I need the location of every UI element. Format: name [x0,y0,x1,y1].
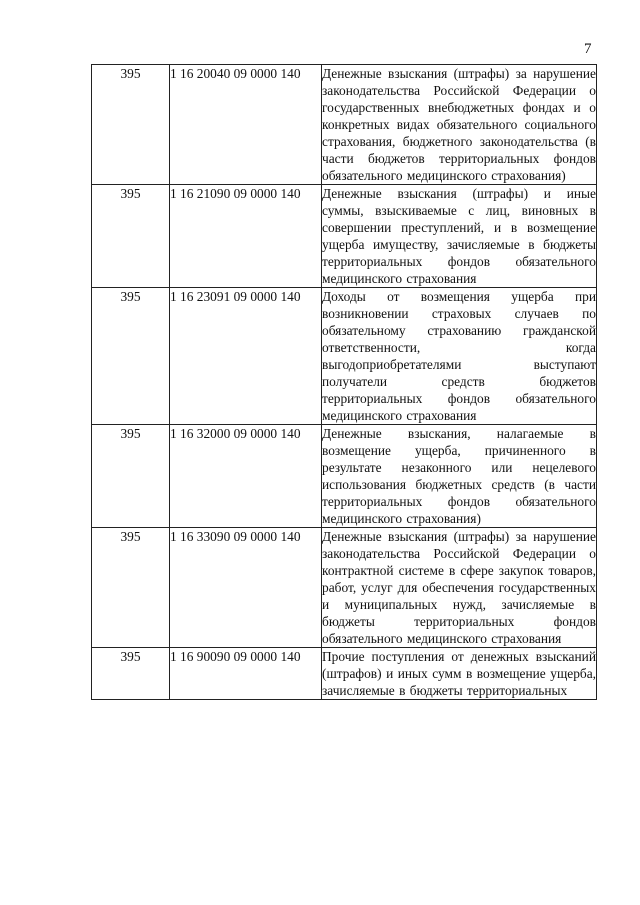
admin-code-cell: 395 [92,288,170,425]
page-number: 7 [584,41,592,57]
revenue-classification-table [91,64,597,700]
table-row [92,288,597,425]
kbk-code-cell: 1 16 23091 09 0000 140 [170,288,322,425]
description-cell: Доходы от возмещения ущерба при возникновении страховых случаев по обязательному страхованию гражданской ответственности, когда выгодоприобретателями выступают получатели средств бюджетов территориальных фондов обязательного медицинского страхования [322,289,596,423]
admin-code-cell: 395 [92,648,170,700]
kbk-code-cell: 1 16 20040 09 0000 140 [170,65,322,185]
kbk-code-cell: 1 16 90090 09 0000 140 [170,648,322,700]
description-cell: Денежные взыскания, налагаемые в возмещение ущерба, причиненного в результате незаконного или нецелевого использования бюджетных средств (в части территориальных фондов обязательного медицинского страхования) [322,426,596,526]
kbk-code-cell: 1 16 32000 09 0000 140 [170,425,322,528]
table-row [92,425,597,528]
description-cell: Денежные взыскания (штрафы) за нарушение законодательства Российской Федерации о государственных внебюджетных фондах и о конкретных видах обязательного социального страхования, бюджетного законодательства (в части бюджетов территориальных фондов обязательного медицинского страхования) [322,66,596,183]
admin-code-cell: 395 [92,65,170,185]
table-row [92,648,597,700]
table-row [92,185,597,288]
table-row [92,528,597,648]
description-cell: Денежные взыскания (штрафы) за нарушение законодательства Российской Федерации о контрактной системе в сфере закупок товаров, работ, услуг для обеспечения государственных и муниципальных нужд, зачисляемые в бюджеты территориальных фондов обязательного медицинского страхования [322,529,596,646]
admin-code-cell: 395 [92,425,170,528]
table-row [92,65,597,185]
kbk-code-cell: 1 16 21090 09 0000 140 [170,185,322,288]
admin-code-cell: 395 [92,528,170,648]
description-cell: Прочие поступления от денежных взысканий (штрафов) и иных сумм в возмещение ущерба, зачисляемые в бюджеты территориальных [322,649,596,698]
description-cell: Денежные взыскания (штрафы) и иные суммы, взыскиваемые с лиц, виновных в совершении преступлений, и в возмещение ущерба имуществу, зачисляемые в бюджеты территориальных фондов обязательного медицинского страхования [322,186,596,286]
admin-code-cell: 395 [92,185,170,288]
kbk-code-cell: 1 16 33090 09 0000 140 [170,528,322,648]
